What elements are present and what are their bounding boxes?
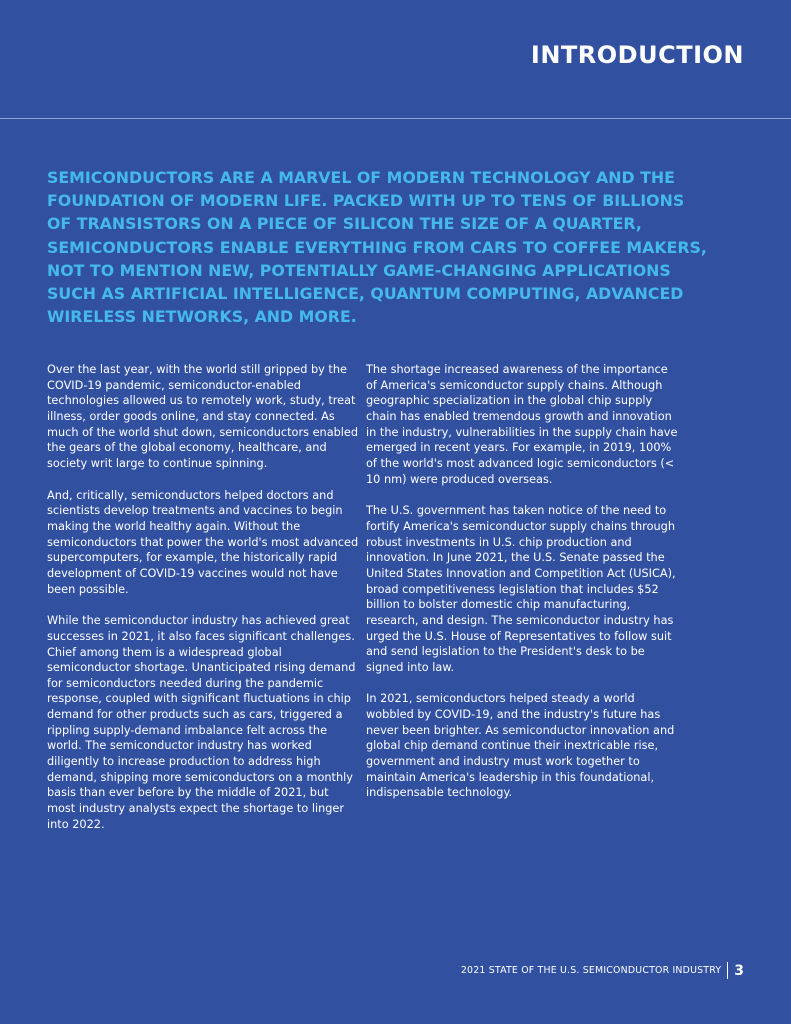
left-column — [47, 362, 359, 848]
page-footer — [461, 962, 744, 979]
body-paragraph: Over the last year, with the world still gripped by the COVID-19 pandemic, semiconductor-enabled technologies allowed us to remotely work, study, treat illness, order goods online, and stay connected. As much of the world shut down, semiconductors enabled the gears of the global economy, healthcare, and society writ large to continue spinning. — [47, 363, 359, 470]
page-number: 3 — [734, 962, 744, 979]
lead-paragraph: SEMICONDUCTORS ARE A MARVEL OF MODERN TECHNOLOGY AND THE FOUNDATION OF MODERN LIFE. PACKED WITH UP TO TENS OF BILLIONS OF TRANSISTORS ON A PIECE OF SILICON THE SIZE OF A QUARTER, SEMICONDUCTORS ENABLE EVERYTHING FROM CARS TO COFFEE MAKERS, NOT TO MENTION NEW, POTENTIALLY GAME-CHANGING APPLICATIONS SUCH AS ARTIFICIAL INTELLIGENCE, QUANTUM COMPUTING, ADVANCED WIRELESS NETWORKS, AND MORE. — [47, 168, 707, 327]
body-paragraph: The U.S. government has taken notice of the need to fortify America's semiconductor supply chains through robust investments in U.S. chip production and innovation. In June 2021, the U.S. Senate passed the United States Innovation and Competition Act (USICA), broad competitiveness legislation that includes $52 billion to bolster domestic chip manufacturing, research, and design. The semiconductor industry has urged the U.S. House of Representatives to follow suit and send legislation to the President's desk to be signed into law. — [366, 504, 676, 674]
body-paragraph: In 2021, semiconductors helped steady a world wobbled by COVID-19, and the industry's future has never been brighter. As semiconductor innovation and global chip demand continue their inextricable rise, government and industry must work together to maintain America's leadership in this foundational, indispensable technology. — [366, 692, 675, 800]
body-paragraph: And, critically, semiconductors helped doctors and scientists develop treatments and vaccines to begin making the world healthy again. Without the semiconductors that power the world's most advanced supercomputers, for example, the historically rapid development of COVID-19 vaccines would not have been possible. — [47, 488, 359, 596]
header-divider — [0, 118, 791, 119]
footer-divider — [727, 962, 728, 979]
body-paragraph: The shortage increased awareness of the importance of America's semiconductor supply chains. Although geographic specialization in the global chip supply chain has enabled tremendous growth and innovation in the industry, vulnerabilities in the supply chain have emerged in recent years. For example, in 2019, 100% of the world's most advanced logic semiconductors (< 10 nm) were produced overseas. — [366, 363, 678, 486]
right-column — [366, 362, 678, 817]
footer-publication-title: 2021 STATE OF THE U.S. SEMICONDUCTOR INDUSTRY — [460, 965, 722, 976]
body-paragraph: While the semiconductor industry has achieved great successes in 2021, it also faces significant challenges. Chief among them is a widespread global semiconductor shortage. Unanticipated rising demand for semiconductors needed during the pandemic response, coupled with significant fluctuations in chip demand for other products such as cars, triggered a rippling supply-demand imbalance felt across the world. The semiconductor industry has worked diligently to increase production to address high demand, shipping more semiconductors on a monthly basis than ever before by the middle of 2021, but most industry analysts expect the shortage to linger into 2022. — [47, 614, 356, 831]
page-title: INTRODUCTION — [530, 41, 744, 69]
